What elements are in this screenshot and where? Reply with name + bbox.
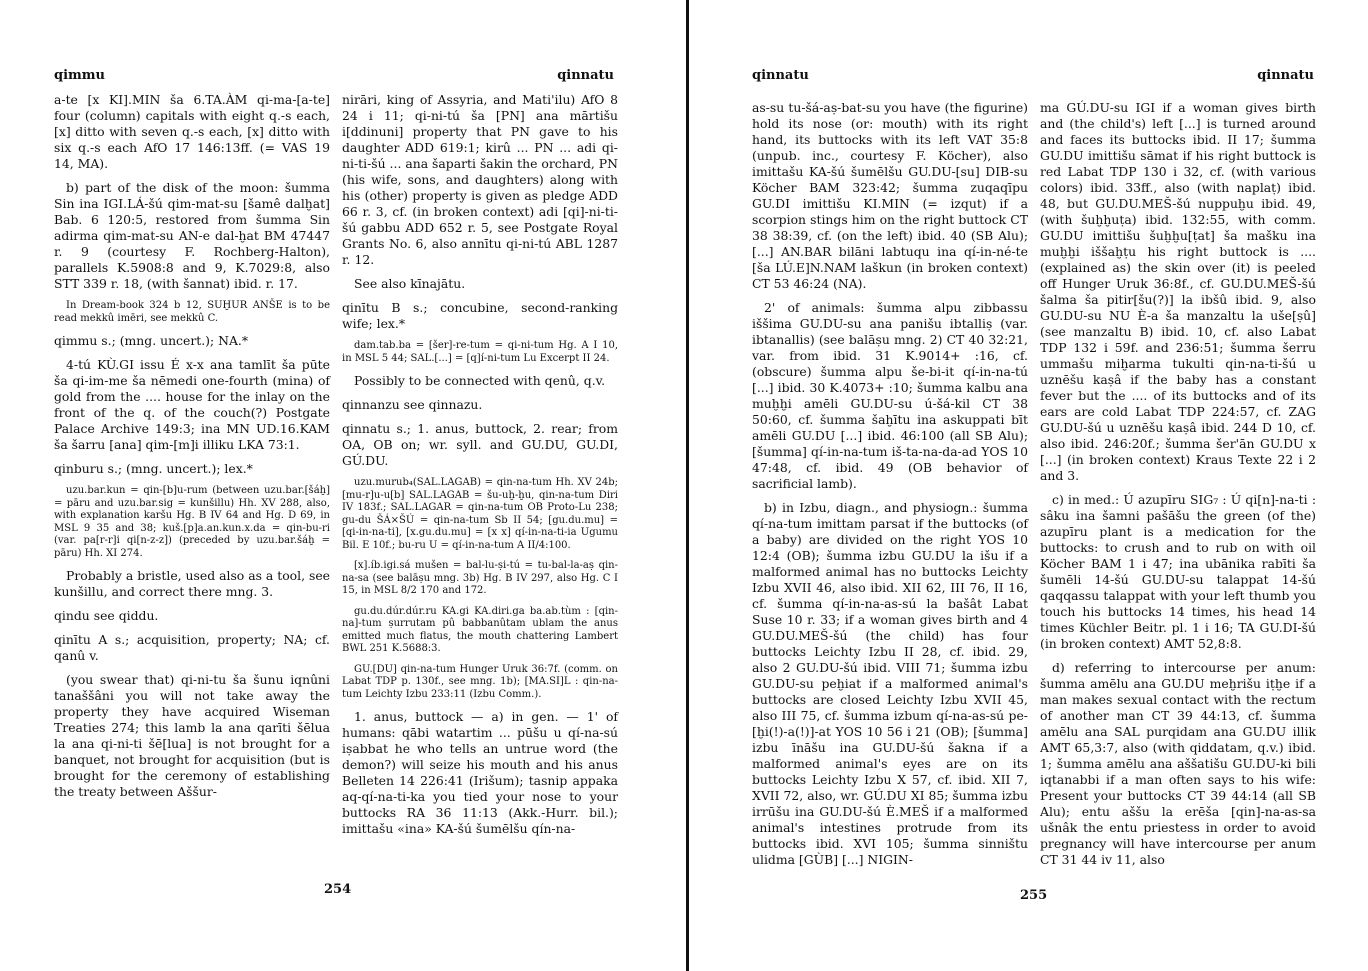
page-number: 254 xyxy=(324,882,352,897)
dictionary-paragraph: 1. anus, buttock — a) in gen. — 1' of humans: qābi watartim ... pūšu u qí-na-sú iṣabbat he who tells an untrue word (the demon?) will seize his mouth and his anus Belleten 14 226:41 (Irišum); tasnip appaka aq-qí-na-ti-ka you tied your nose to your buttocks RA 36 11:13 (Akk.-Hurr. bil.); imittašu «ina» KA-šú šumēlšu qín-na- xyxy=(342,709,618,836)
left-page-column-1 xyxy=(54,92,330,808)
dictionary-paragraph: qinnanzu see qinnazu. xyxy=(342,397,483,412)
dictionary-paragraph: [x].íb.igi.sá mušen = bal-lu-ṣi-tú = tu-bal-la-aṣ qin-na-sa (see balāṣu mng. 3b) Hg. B IV 297, also Hg. C I 15, in MSL 8/2 170 and 172. xyxy=(342,560,618,596)
dictionary-paragraph: uzu.bar.kun = qin-[b]u-rum (between uzu.bar.[šáḫ] = pāru and uzu.bar.sig = kunšillu) Hh. XV 288, also, with explanation karšu Hg. B IV 64 and Hg. D 69, in MSL 9 35 and 38; kuš.[p]a.an.kun.x.da = qin-bu-ri (var. pa[r-r]i qi[n-z-z]) (preceded by uzu.bar.šáḫ = pāru) Hh. XI 274. xyxy=(54,485,330,559)
running-head-left: qinnatu xyxy=(752,68,809,83)
dictionary-paragraph: qindu see qiddu. xyxy=(54,608,159,623)
dictionary-paragraph: nirāri, king of Assyria, and Mati'ilu) AfO 8 24 i 11; qi-ni-tú ša [PN] ana mārtišu i[ddinuni] property that PN gave to his daughter ADD 619:1; kirû ... PN ... adi qi-ni-ti-šú ... ana šaparti šakin the orchard, PN (his wife, sons, and daughters) along with his (other) property is given as pledge ADD 66 r. 3, cf. (in broken context) adi [qi]-ni-ti-šú gabbu ADD 652 r. 5, see Postgate Royal Grants No. 6, also annītu qi-ni-tú ABL 1287 r. 12. xyxy=(342,92,618,267)
dictionary-paragraph: qinītu B s.; concubine, second-ranking wife; lex.* xyxy=(342,300,618,331)
dictionary-paragraph: d) referring to intercourse per anum: šumma amēlu ana GU.DU meḫrišu iṭḫe if a man makes sexual contact with the rectum of another man CT 39 44:13, cf. šumma amēlu ana SAL purqidam ana GU.DU illik AMT 65,3:7, also (with qiddatam, q.v.) ibid. 1; šumma amēlu ana aššatišu GU.DU-ki bili iqtanabbi if a man often says to his wife: Present your buttocks CT 39 44:14 (all SB Alu); entu aššu la erēša [qin]-na-as-sa ušnâk the entu priestess in order to avoid pregnancy will have intercourse per anum CT 31 44 iv 11, also xyxy=(1040,660,1316,867)
dictionary-paragraph: qinnatu s.; 1. anus, buttock, 2. rear; from OA, OB on; wr. syll. and GU.DU, GU.DI, GÚ.DU. xyxy=(342,421,618,468)
dictionary-paragraph: b) part of the disk of the moon: šumma Sin ina IGI.LÁ-šú qim-mat-su [šamê dalḫat] Bab. 6 120:5, restored from šumma Sin adirma qim-mat-su AN-e dal-ḫat BM 47447 r. 9 (courtesy F. Rochberg-Halton), parallels K.5908:8 and 9, K.7029:8, also STT 339 r. 18, (with šannat) ibid. r. 17. xyxy=(54,180,330,291)
page-divider xyxy=(686,0,689,971)
dictionary-paragraph: ma GÚ.DU-su IGI if a woman gives birth and (the child's) left [...] is turned around and faces its buttocks ibid. II 17; šumma GU.DU imittišu sāmat if his right buttock is red Labat TDP 130 i 32, cf. (with various colors) ibid. 33ff., also (with naplaṭ) ibid. 48, but GU.DU.MEŠ-šú nuppuḫu ibid. 49, (with šuḫḫuṭa) ibid. 132:55, with comm. GU.DU imittišu šuḫḫu[ṭat] ša mašku ina muḫḫi iššaḫṭu his right buttock is .... (explained as) the skin over (it) is peeled off Hunger Uruk 36:8f., cf. GU.DU.MEŠ-šú šalma ša pitir[šu(?)] la ibšû ibid. 9, also GU.DU-su NU È-a ša manzaltu la uše[ṣû] (see manzaltu B) ibid. 10, cf. also Labat TDP 132 i 59f. and 236:51; šumma šerru ummašu miḫarma tukulti qin-na-ti-šú u uznēšu kaṣâ if the baby has a constant fever but the .... of its buttocks and of its ears are cold Labat TDP 224:57, cf. ZAG GU.DU-šú u uznēšu kaṣâ ibid. 244 D 10, cf. also ibid. 246:20f.; šumma šer'ān GU.DU x [...] (in broken context) Kraus Texte 22 i 2 and 3. xyxy=(1040,100,1316,483)
dictionary-paragraph: as-su tu-šá-aṣ-bat-su you have (the figurine) hold its nose (or: mouth) with its right hand, its buttocks with its left VAT 35:8 (unpub. inc., courtesy F. Köcher), also imittašu KA-šú šumēlšu GU.DU-[su] DIB-su Köcher BAM 323:42; šumma zuqaqīpu GU.DI imittišu KI.MIN (= izqut) if a scorpion stings him on the right buttock CT 38 38:39, cf. (on the left) ibid. 40 (SB Alu); [...] AN.BAR bilāni labtuqu ina qí-in-né-te [ša LÚ.E]N.NAM laškun (in broken context) CT 53 46:24 (NA). xyxy=(752,100,1028,291)
right-page-column-2 xyxy=(1040,100,1316,876)
dictionary-paragraph: 2' of animals: šumma alpu zibbassu iššima GU.DU-su ana panišu ibtalliṣ (var. ibtanallis) (see balāṣu mng. 2) CT 40 32:21, var. from ibid. 31 K.9014+ :16, cf. (obscure) šumma alpu še-bi-it qí-in-na-tú [...] ibid. 30 K.4073+ :10; šumma kalbu ana muḫḫi amēli GU.DU-su ú-šá-kil CT 38 50:60, cf. šumma šaḫītu ina askuppati bīt amēli GU.DU [...] ibid. 46:100 (all SB Alu); [šumma] qí-in-na-tum iš-ta-na-da-ad YOS 10 47:48, cf. ibid. 49 (OB behavior of sacrificial lamb). xyxy=(752,300,1028,491)
right-page xyxy=(692,0,1368,971)
dictionary-paragraph: c) in med.: Ú azupīru SIG₇ : Ú qi[n]-na-ti : sâku ina šamni pašāšu the green (of the) azupīru plant is a medication for the buttocks: to crush and to rub on with oil Köcher BAM 1 i 47; ina ubānika rabīti ša šumēli 14-šú GU.DU-su talappat 14-šú qaqqassu talappat with your left thumb you touch his buttocks 14 times, his head 14 times Küchler Beitr. pl. 1 i 16; TA GU.DI-šú (in broken context) AMT 52,8:8. xyxy=(1040,492,1316,651)
dictionary-paragraph: See also kīnajātu. xyxy=(354,276,466,291)
dictionary-paragraph: GU.[DU] qin-na-tum Hunger Uruk 36:7f. (comm. on Labat TDP p. 130f., see mng. 1b); [MA.SI]L : qin-na-tum Leichty Izbu 233:11 (Izbu Comm.). xyxy=(342,663,618,700)
dictionary-paragraph: b) in Izbu, diagn., and physiogn.: šumma qí-na-tum imittam parsat if the buttocks (of a baby) are divided on the right YOS 10 12:4 (OB); šumma izbu GU.DU la išu if a malformed animal has no buttocks Leichty Izbu XVII 46, also ibid. XII 62, III 76, II 16, cf. šumma qí-in-na-as-sú la bašât Labat Suse 10 r. 33; if a woman gives birth and 4 GU.DU.MEŠ-šú (the child) has four buttocks Leichty Izbu II 28, cf. ibid. 29, also 2 GU.DU-šú ibid. VIII 71; šumma izbu GU.DU-su peḫiat if a malformed animal's buttocks are closed Leichty Izbu XVII 45, also III 75, cf. šumma izbum qí-na-as-sú pe-[ḫi(!)-a(!)]-at YOS 10 56 i 21 (OB); [šumma] izbu īnāšu ina GU.DU-šú šakna if a malformed animal's eyes are on its buttocks Leichty Izbu X 57, cf. ibid. XII 7, XVII 72, also, wr. GÚ.DU XI 85; šumma izbu irrūšu ina GU.DU-šú È.MEŠ if a malformed animal's intestines protrude from its buttocks ibid. XVI 105; šumma sinništu ulidma [GÙB] [...] NIGIN- xyxy=(752,500,1028,867)
dictionary-paragraph: Probably a bristle, used also as a tool, see kunšillu, and correct there mng. 3. xyxy=(54,568,330,599)
left-page-column-2 xyxy=(342,92,618,845)
dictionary-paragraph: (you swear that) qi-ni-tu ša šunu iqnûni tanaššâni you will not take away the property they have acquired Wiseman Treaties 274; this lamb la ana qarīti šēlua la ana qi-ni-ti šē[lua] is not brought for a banquet, not brought for acquisition (but is brought for the ceremony of establishing the treaty between Aššur- xyxy=(54,672,330,799)
right-page-column-1 xyxy=(752,100,1028,876)
dictionary-paragraph: Possibly to be connected with qenû, q.v. xyxy=(354,373,606,388)
running-head-left: qimmu xyxy=(54,68,105,83)
dictionary-paragraph: uzu.murub₄(SAL.LAGAB) = qin-na-tum Hh. XV 24b; [mu-r]u-u[b] SAL.LAGAB = šu-uḫ-ḫu, qin-na-tum Diri IV 183f.; SAL.LAGAR = qin-na-tum OB Proto-Lu 238; gu-du ŠÁ×ŠÚ = qin-na-tum Sb II 54; [gu.du.mu] = [qi-in-na-ti], [x.gu.du.mu] = [x x] qí-in-na-ti-ia Ugumu Bil. E 10f.; bu-ru U = qí-in-na-tum A II/4:100. xyxy=(342,477,618,551)
page-number: 255 xyxy=(1020,888,1048,903)
dictionary-paragraph: gu.du.dúr.dúr.ru KA.gi KA.diri.ga ba.ab.tùm : [qin-na]-tum ṣurrutam pû babbanûtam ublam the anus emitted much flatus, the mouth chattering Lambert BWL 251 K.5688:3. xyxy=(342,605,618,654)
dictionary-paragraph: dam.tab.ba = [šer]-re-tum = qi-ni-tum Hg. A I 10, in MSL 5 44; SAL.[...] = [q]í-ni-tum Lu Excerpt II 24. xyxy=(342,340,618,364)
running-head-right: qinnatu xyxy=(1257,68,1314,83)
dictionary-paragraph: a-te [x KI].MIN ša 6.TA.ÀM qi-ma-[a-te] four (column) capitals with eight q.-s each, [x] ditto with seven q.-s each, [x] ditto with six q.-s each AfO 17 146:13ff. (= VAS 19 14, MA). xyxy=(54,92,330,171)
dictionary-paragraph: qinburu s.; (mng. uncert.); lex.* xyxy=(54,461,253,476)
dictionary-paragraph: In Dream-book 324 b 12, SUḪUR ANŠE is to be read mekkû imēri, see mekkû C. xyxy=(54,300,330,324)
dictionary-paragraph: qinītu A s.; acquisition, property; NA; cf. qanû v. xyxy=(54,632,330,663)
dictionary-paragraph: qimmu s.; (mng. uncert.); NA.* xyxy=(54,333,249,348)
running-head-right: qinnatu xyxy=(557,68,614,83)
dictionary-paragraph: 4-tú KÙ.GI issu É x-x ana tamlīt ša pūte ša qi-im-me ša nēmedi one-fourth (mina) of gold from the .... house for the inlay on the front of the q. of the couch(?) Postgate Palace Archive 149:3; ina MN UD.16.KAM ša šarru [ana] qim-[m]i illiku LKA 73:1. xyxy=(54,357,330,452)
